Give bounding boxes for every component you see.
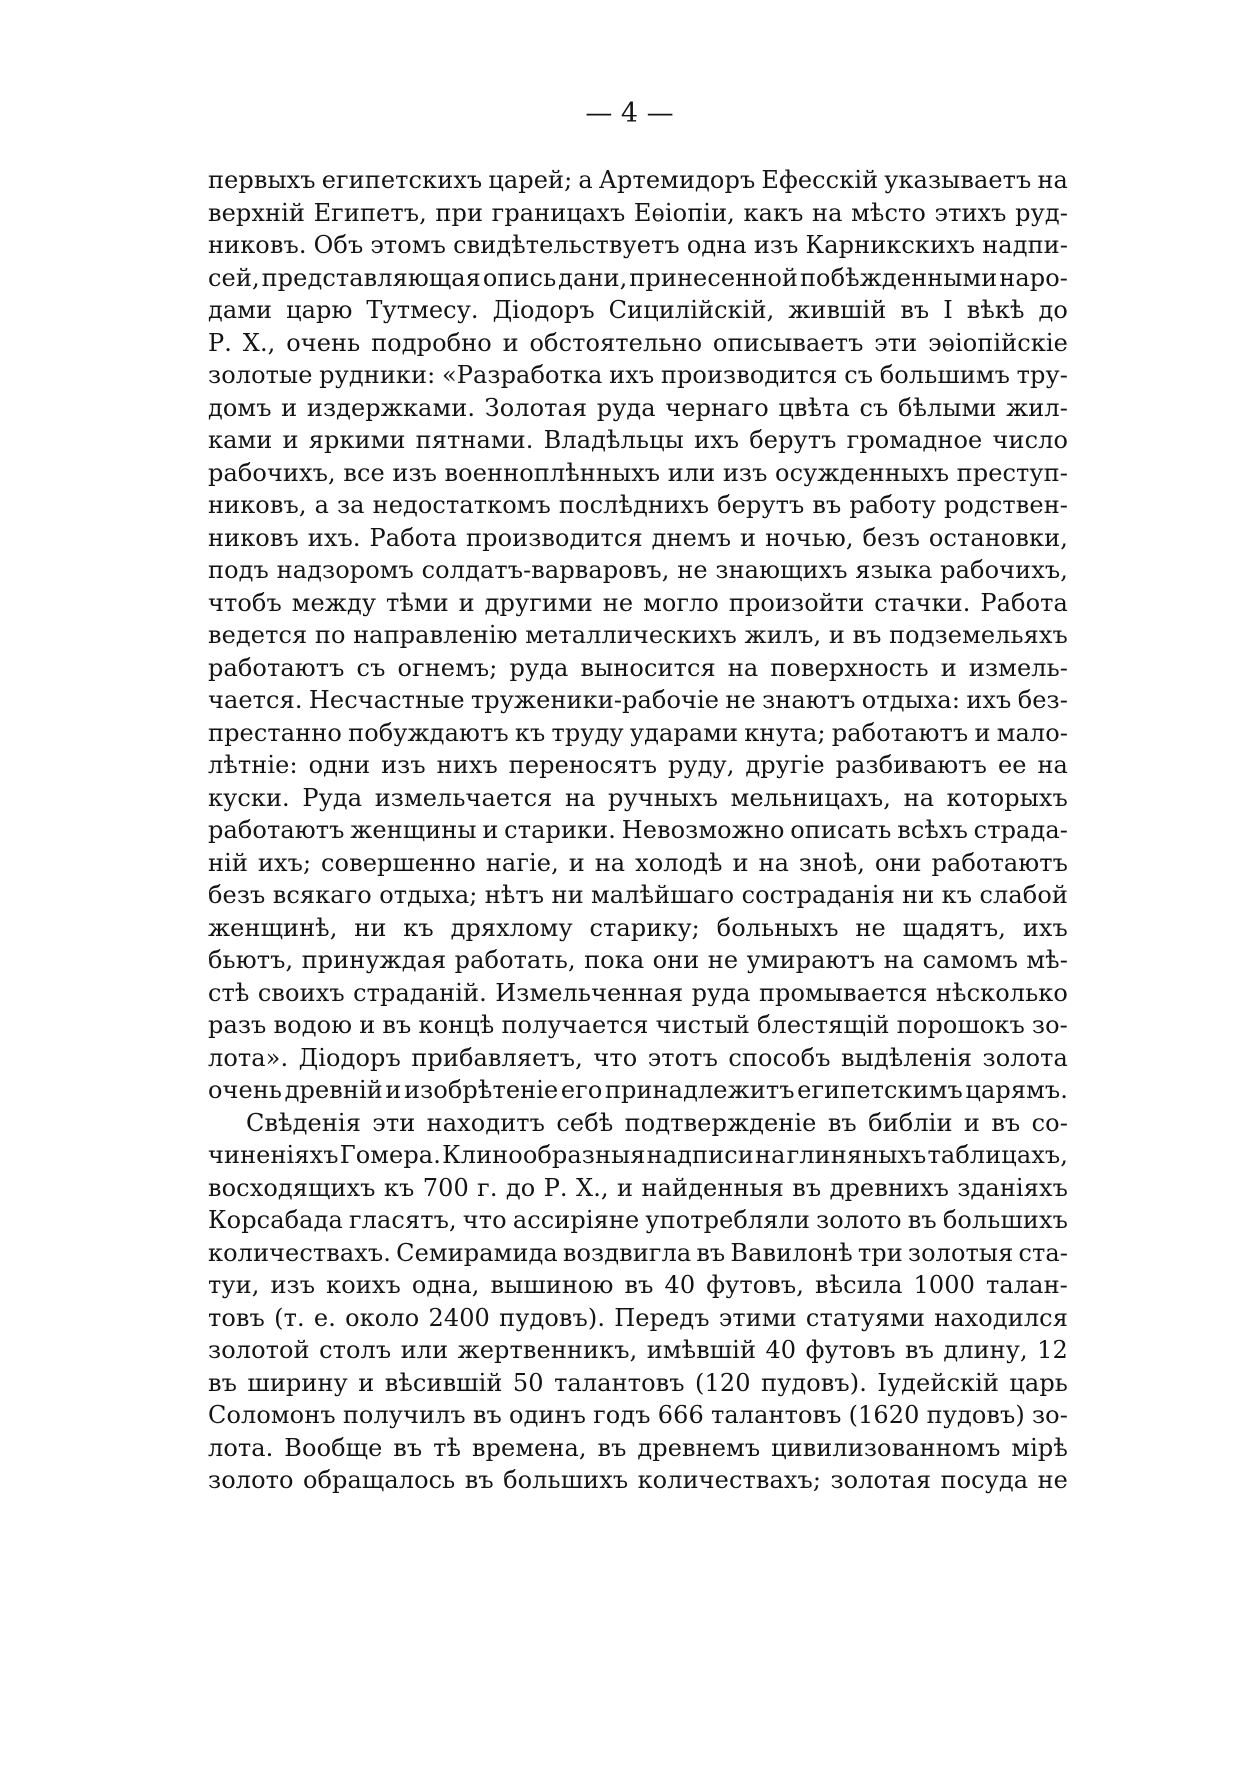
text-line: дами царю Тутмесу. Діодоръ Сицилійскій, жившій въ I вѣкѣ до — [208, 296, 1068, 324]
text-line: чается. Несчастные труженики-рабочіе не знаютъ отдыха: ихъ без- — [208, 686, 1068, 714]
text-line: бьютъ, принуждая работать, пока они не умираютъ на самомъ мѣ- — [208, 946, 1068, 974]
text-line: лѣтніе: одни изъ нихъ переносятъ руду, другіе разбиваютъ ее на — [208, 751, 1068, 779]
text-line: домъ и издержками. Золотая руда чернаго цвѣта съ бѣлыми жил- — [208, 393, 1068, 422]
text-line: восходящихъ къ 700 г. до Р. Х., и найденныя въ древнихъ зданіяхъ — [208, 1173, 1068, 1202]
text-line: лота». Діодоръ прибавляетъ, что этотъ способъ выдѣленія золота — [208, 1043, 1068, 1072]
text-line: безъ всякаго отдыха; нѣтъ ни малѣйшаго состраданія ни къ слабой — [208, 881, 1068, 909]
text-line: престанно побуждаютъ къ труду ударами кнута; работаютъ и мало- — [208, 718, 1068, 747]
text-line: первыхъ египетскихъ царей; а Артемидоръ Ефесскій указываетъ на — [208, 166, 1068, 194]
text-line: подъ надзоромъ солдатъ-варваровъ, не знающихъ языка рабочихъ, — [208, 556, 1068, 584]
text-line: лота. Вообще въ тѣ времена, въ древнемъ цивилизованномъ мірѣ — [208, 1433, 1068, 1462]
text-line: товъ (т. е. около 2400 пудовъ). Передъ этими статуями находился — [208, 1303, 1068, 1332]
text-line: верхній Египетъ, при границахъ Еѳіопіи, какъ на мѣсто этихъ руд- — [208, 198, 1068, 227]
text-line: никовъ. Объ этомъ свидѣтельствуетъ одна изъ Карникскихъ надпи- — [208, 231, 1068, 259]
text-line: сей, представляющая опись дани, принесенной побѣжденными наро- — [208, 263, 1068, 292]
text-line: стѣ своихъ страданій. Измельченная руда промывается нѣсколько — [208, 978, 1068, 1007]
text-line: въ ширину и вѣсившій 50 талантовъ (120 пудовъ). Іудейскій царь — [208, 1368, 1068, 1397]
text-line: ній ихъ; совершенно нагіе, и на холодѣ и на зноѣ, они работаютъ — [208, 848, 1068, 877]
text-line: рабочихъ, все изъ военноплѣнныхъ или изъ осужденныхъ преступ- — [208, 458, 1068, 487]
text-line: никовъ ихъ. Работа производится днемъ и ночью, безъ остановки, — [208, 523, 1068, 552]
text-line: куски. Руда измельчается на ручныхъ мельницахъ, на которыхъ — [208, 783, 1068, 812]
text-line: Соломонъ получилъ въ одинъ годъ 666 талантовъ (1620 пудовъ) зо- — [208, 1401, 1068, 1429]
text-line: золото обращалось въ большихъ количествахъ; золотая посуда не — [208, 1466, 1068, 1494]
text-line: чиненіяхъ Гомера. Клинообразныя надписи на глиняныхъ таблицахъ, — [208, 1141, 1068, 1169]
text-line: Корсабада гласятъ, что ассиріяне употребляли золото въ большихъ — [208, 1206, 1068, 1234]
text-line: золотой столъ или жертвенникъ, имѣвшій 40 футовъ въ длину, 12 — [208, 1336, 1068, 1364]
text-line: Свѣденія эти находитъ себѣ подтвержденіе въ библіи и въ со- — [246, 1108, 1068, 1137]
text-line: работаютъ женщины и старики. Невозможно описать всѣхъ страда- — [208, 816, 1068, 844]
text-line: Р. Х., очень подробно и обстоятельно описываетъ эти эѳіопійскіе — [208, 328, 1068, 357]
page-number: — 4 — — [585, 98, 674, 129]
text-line: ведется по направленію металлическихъ жилъ, и въ подземельяхъ — [208, 621, 1068, 649]
text-line: женщинѣ, ни къ дряхлому старику; больныхъ не щадятъ, ихъ — [208, 913, 1068, 942]
text-line: ками и яркими пятнами. Владѣльцы ихъ берутъ громадное число — [208, 426, 1068, 454]
text-line: разъ водою и въ концѣ получается чистый блестящій порошокъ зо- — [208, 1011, 1068, 1039]
text-line: никовъ, а за недостаткомъ послѣднихъ берутъ въ работу родствен- — [208, 491, 1068, 519]
text-line: туи, изъ коихъ одна, вышиною въ 40 футовъ, вѣсила 1000 талан- — [208, 1271, 1068, 1299]
text-line: работаютъ съ огнемъ; руда выносится на поверхность и измель- — [208, 653, 1068, 682]
text-line: очень древній и изобрѣтеніе его принадлежитъ египетскимъ царямъ. — [208, 1076, 1068, 1104]
text-line: чтобъ между тѣми и другими не могло произойти стачки. Работа — [208, 588, 1068, 617]
text-line: количествахъ. Семирамида воздвигла въ Вавилонѣ три золотыя ста- — [208, 1238, 1068, 1267]
text-line: золотые рудники: «Разработка ихъ производится съ большимъ тру- — [208, 361, 1068, 389]
text-block — [208, 164, 1068, 1497]
